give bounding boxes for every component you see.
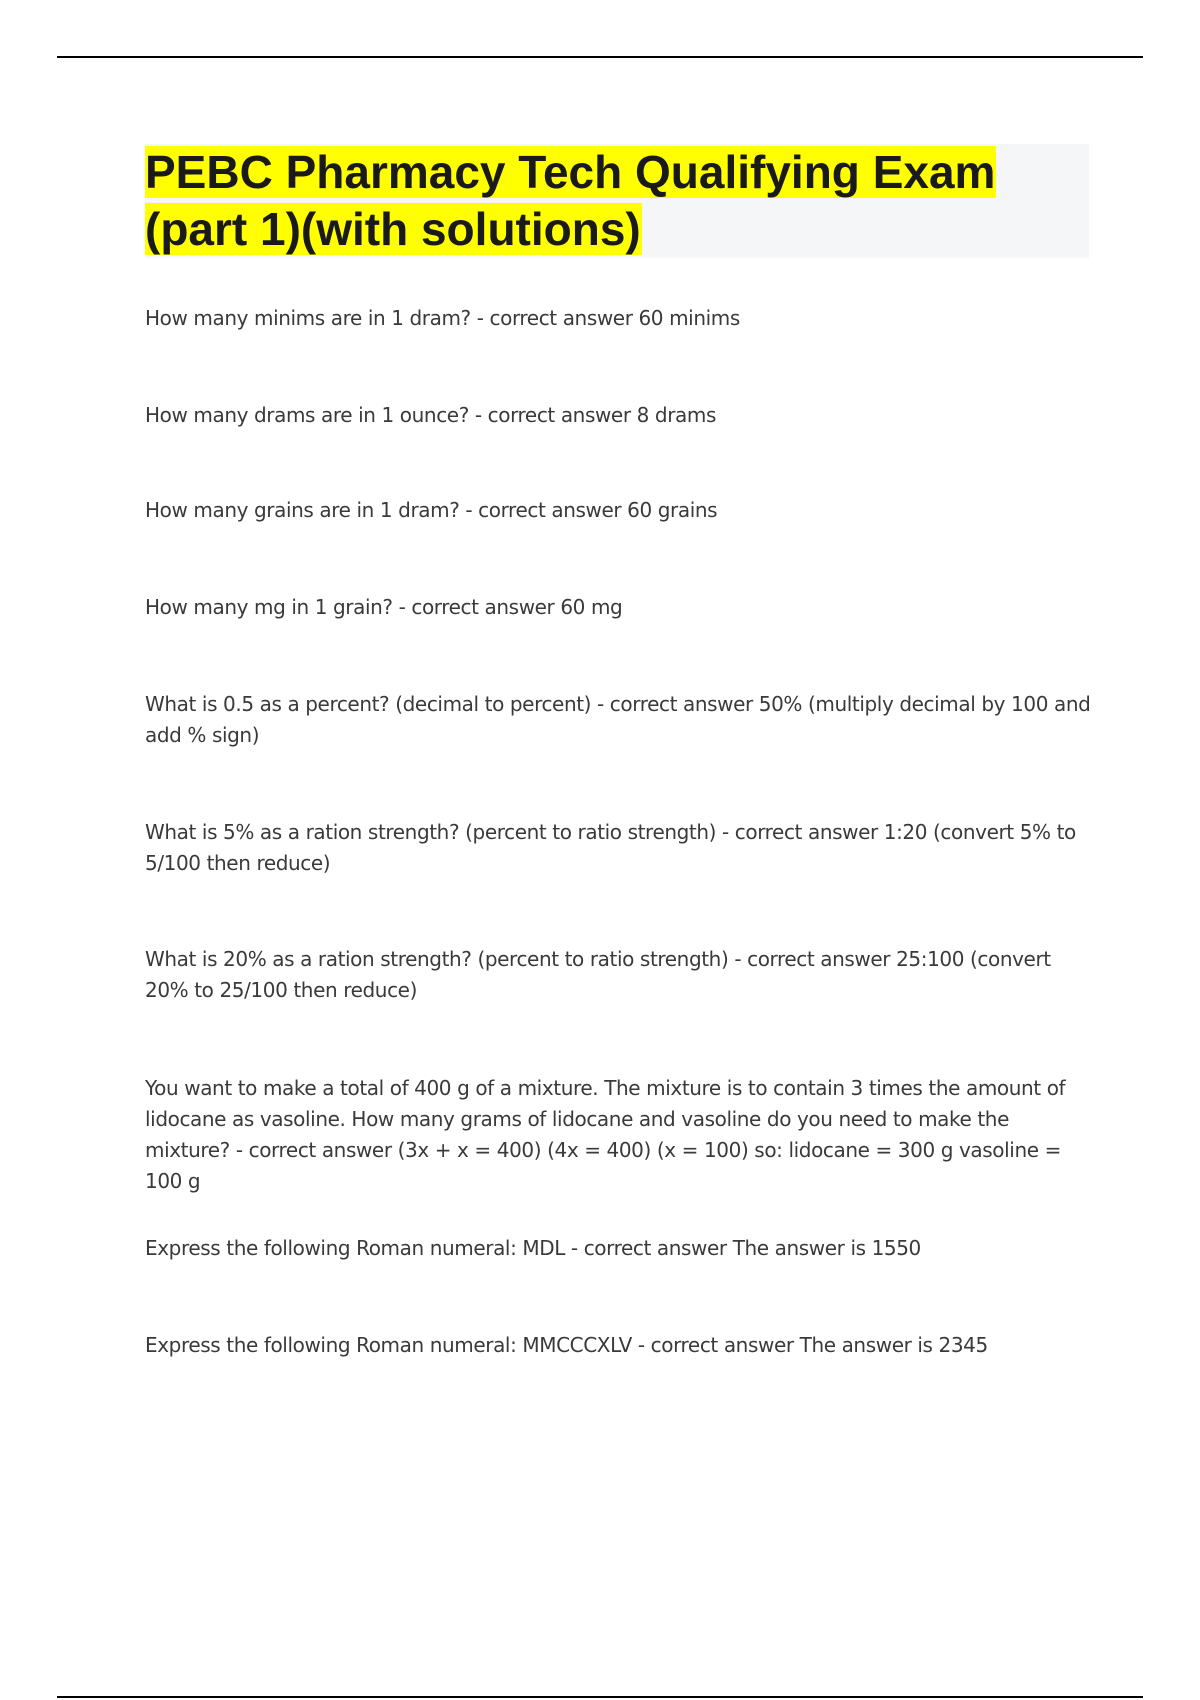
qa-item: How many grains are in 1 dram? - correct answer 60 grains (145, 498, 718, 522)
qa-item: What is 0.5 as a percent? (decimal to percent) - correct answer 50% (multiply decimal by 100 and add % sign) (145, 692, 1091, 747)
title-line-2: (part 1)(with solutions) (145, 203, 641, 255)
qa-item: What is 5% as a ration strength? (percent to ratio strength) - correct answer 1:20 (convert 5% to 5/100 then reduce) (145, 820, 1076, 875)
qa-item: Express the following Roman numeral: MMCCCXLV - correct answer The answer is 2345 (145, 1333, 988, 1357)
top-rule (57, 56, 1143, 58)
page-title (145, 144, 1089, 258)
title-block (145, 144, 1089, 258)
qa-item: What is 20% as a ration strength? (percent to ratio strength) - correct answer 25:100 (convert 20% to 25/100 then reduce) (145, 947, 1051, 1002)
qa-item: How many minims are in 1 dram? - correct answer 60 minims (145, 306, 740, 330)
qa-item: How many drams are in 1 ounce? - correct answer 8 drams (145, 403, 716, 427)
qa-item: You want to make a total of 400 g of a mixture. The mixture is to contain 3 times the amount of lidocane as vasoline. How many grams of lidocane and vasoline do you need to make the mixture? - correct answer (3x + x = 400) (4x = 400) (x = 100) so: lidocane = 300 g vasoline = 100 g (145, 1076, 1066, 1193)
qa-item: How many mg in 1 grain? - correct answer 60 mg (145, 595, 623, 619)
bottom-rule (57, 1696, 1143, 1698)
title-line-1: PEBC Pharmacy Tech Qualifying Exam (145, 146, 996, 198)
qa-item: Express the following Roman numeral: MDL - correct answer The answer is 1550 (145, 1236, 921, 1260)
